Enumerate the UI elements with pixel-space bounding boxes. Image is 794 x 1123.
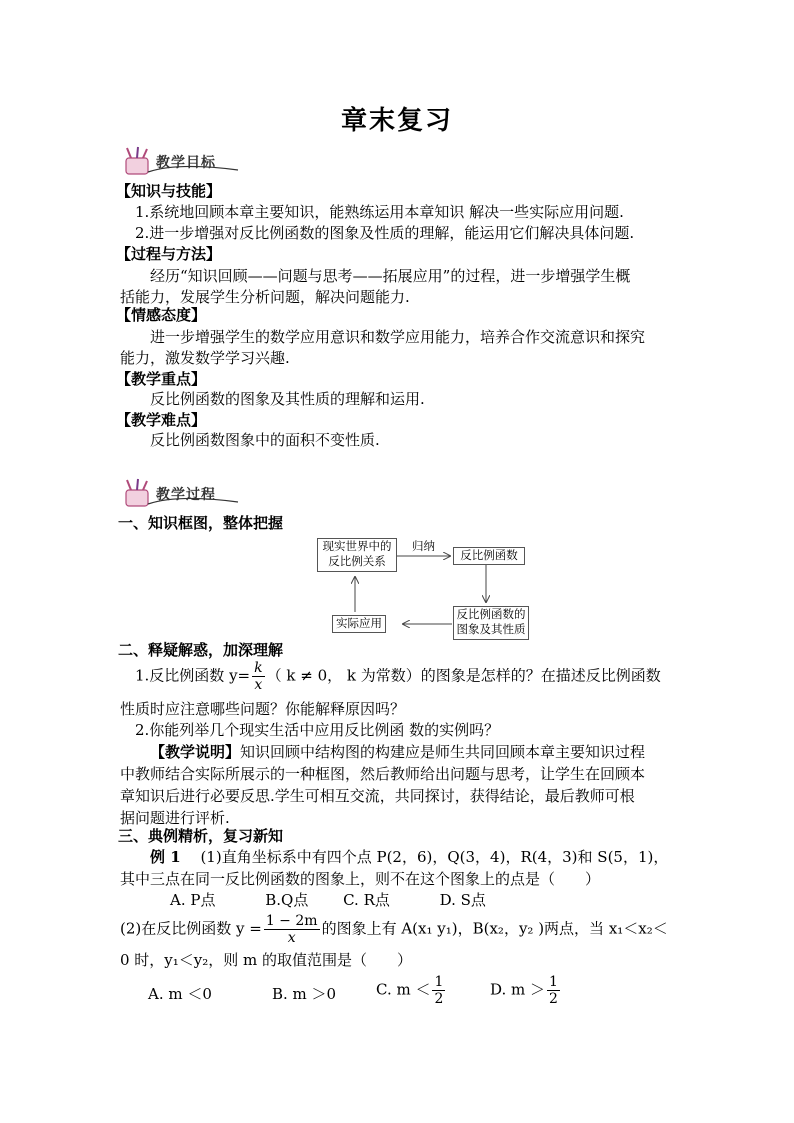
- key-line: 反比例函数的图象及其性质的理解和运用.: [150, 390, 425, 408]
- knowledge-flow-diagram: [300, 532, 540, 642]
- attitude-heading: 【情感态度】: [116, 306, 207, 324]
- banner-label-process: 教学过程: [156, 487, 216, 503]
- key-heading: 【教学重点】: [116, 370, 207, 388]
- difficulty-heading: 【教学难点】: [116, 411, 207, 429]
- section-banner-process: [118, 478, 248, 508]
- attitude-line-1: 进一步增强学生的数学应用意识和数学应用能力，培养合作交流意识和探究: [150, 328, 646, 346]
- teaching-note-line-4: 据问题进行评析.: [120, 809, 230, 827]
- example-2-line-2: 0 时，y₁＜y₂，则 m 的取值范围是（ ）: [120, 951, 413, 969]
- box-real-world: 现实世界中的 反比例关系: [317, 538, 397, 572]
- question-2: 2.你能列举几个现实生活中应用反比例函 数的实例吗？: [135, 721, 500, 739]
- box-inverse-function: 反比例函数: [453, 547, 525, 565]
- section2-heading: 二、释疑解惑，加深理解: [118, 641, 284, 659]
- example-2-option-a: A. m ＜0: [148, 985, 212, 1003]
- teaching-note-line-3: 章知识后进行必要反思.学生可相互交流，共同探讨，获得结论，最后教师可根: [120, 787, 635, 805]
- skill-heading: 【知识与技能】: [116, 182, 222, 200]
- process-line-2: 括能力，发展学生分析问题，解决问题能力.: [120, 288, 410, 306]
- attitude-line-2: 能力，激发数学学习兴趣.: [120, 349, 290, 367]
- question-1-line-2: 性质时应注意哪些问题？你能解释原因吗？: [120, 700, 406, 718]
- banner-label-goals: 教学目标: [156, 155, 216, 171]
- box-application: 实际应用: [332, 615, 386, 633]
- fraction-k-over-x: $\frac{k}{x}$: [254, 660, 263, 693]
- teaching-note-line-1: 【教学说明】知识回顾中结构图的构建应是师生共同回顾本章主要知识过程: [150, 743, 646, 761]
- fraction-one-half: $\frac{1}{2}$: [549, 974, 558, 1007]
- process-heading: 【过程与方法】: [116, 245, 222, 263]
- arrow-label-induce: 归纳: [412, 539, 435, 553]
- example-2-option-d: D. m ＞ $\frac{1}{2}$: [490, 974, 558, 1007]
- teaching-note-line-2: 中教师结合实际所展示的一种框图，然后教师给出问题与思考，让学生在回顾本: [120, 765, 646, 783]
- section1-heading: 一、知识框图，整体把握: [118, 514, 284, 532]
- skill-item-1: 1.系统地回顾本章主要知识，能熟练运用本章知识 解决一些实际应用问题.: [135, 203, 624, 221]
- example-2-option-b: B. m ＞0: [272, 985, 337, 1003]
- example-1-line-1: 例 1 (1)直角坐标系中有四个点 P(2，6)，Q(3，4)，R(4，3)和 S(5，1)，: [150, 848, 669, 866]
- example-2-line-1: (2)在反比例函数 y = $\frac{1 - 2m}{x}$ 的图象上有 A(x₁ y₁)，B(x₂，y₂ )两点，当 x₁＜x₂＜: [120, 913, 668, 946]
- box-graph-properties: 反比例函数的 图象及其性质: [453, 606, 529, 640]
- page-title: 章末复习: [340, 106, 453, 136]
- section-banner-goals: [118, 146, 248, 176]
- fraction-1-minus-2m-over-x: $\frac{1 - 2m}{x}$: [265, 913, 318, 946]
- section3-heading: 三、典例精析，复习新知: [118, 827, 284, 845]
- example-1-options: A. P点 B.Q点 C. R点 D. S点: [170, 891, 486, 909]
- difficulty-line: 反比例函数图象中的面积不变性质.: [150, 431, 380, 449]
- process-line-1: 经历“知识回顾——问题与思考——拓展应用”的过程，进一步增强学生概: [150, 267, 631, 285]
- skill-item-2: 2.进一步增强对反比例函数的图象及性质的理解，能运用它们解决具体问题.: [135, 224, 635, 242]
- question-1: 1.反比例函数 y= $\frac{k}{x}$ （ k ≠ 0， k 为常数）的图象是怎样的？在描述反比例函数: [135, 660, 661, 693]
- example-2-option-c: C. m ＜ $\frac{1}{2}$: [376, 974, 444, 1007]
- fraction-one-half: $\frac{1}{2}$: [434, 974, 444, 1007]
- example-1-line-2: 其中三点在同一反比例函数的图象上，则不在这个图象上的点是（ ）: [120, 870, 601, 888]
